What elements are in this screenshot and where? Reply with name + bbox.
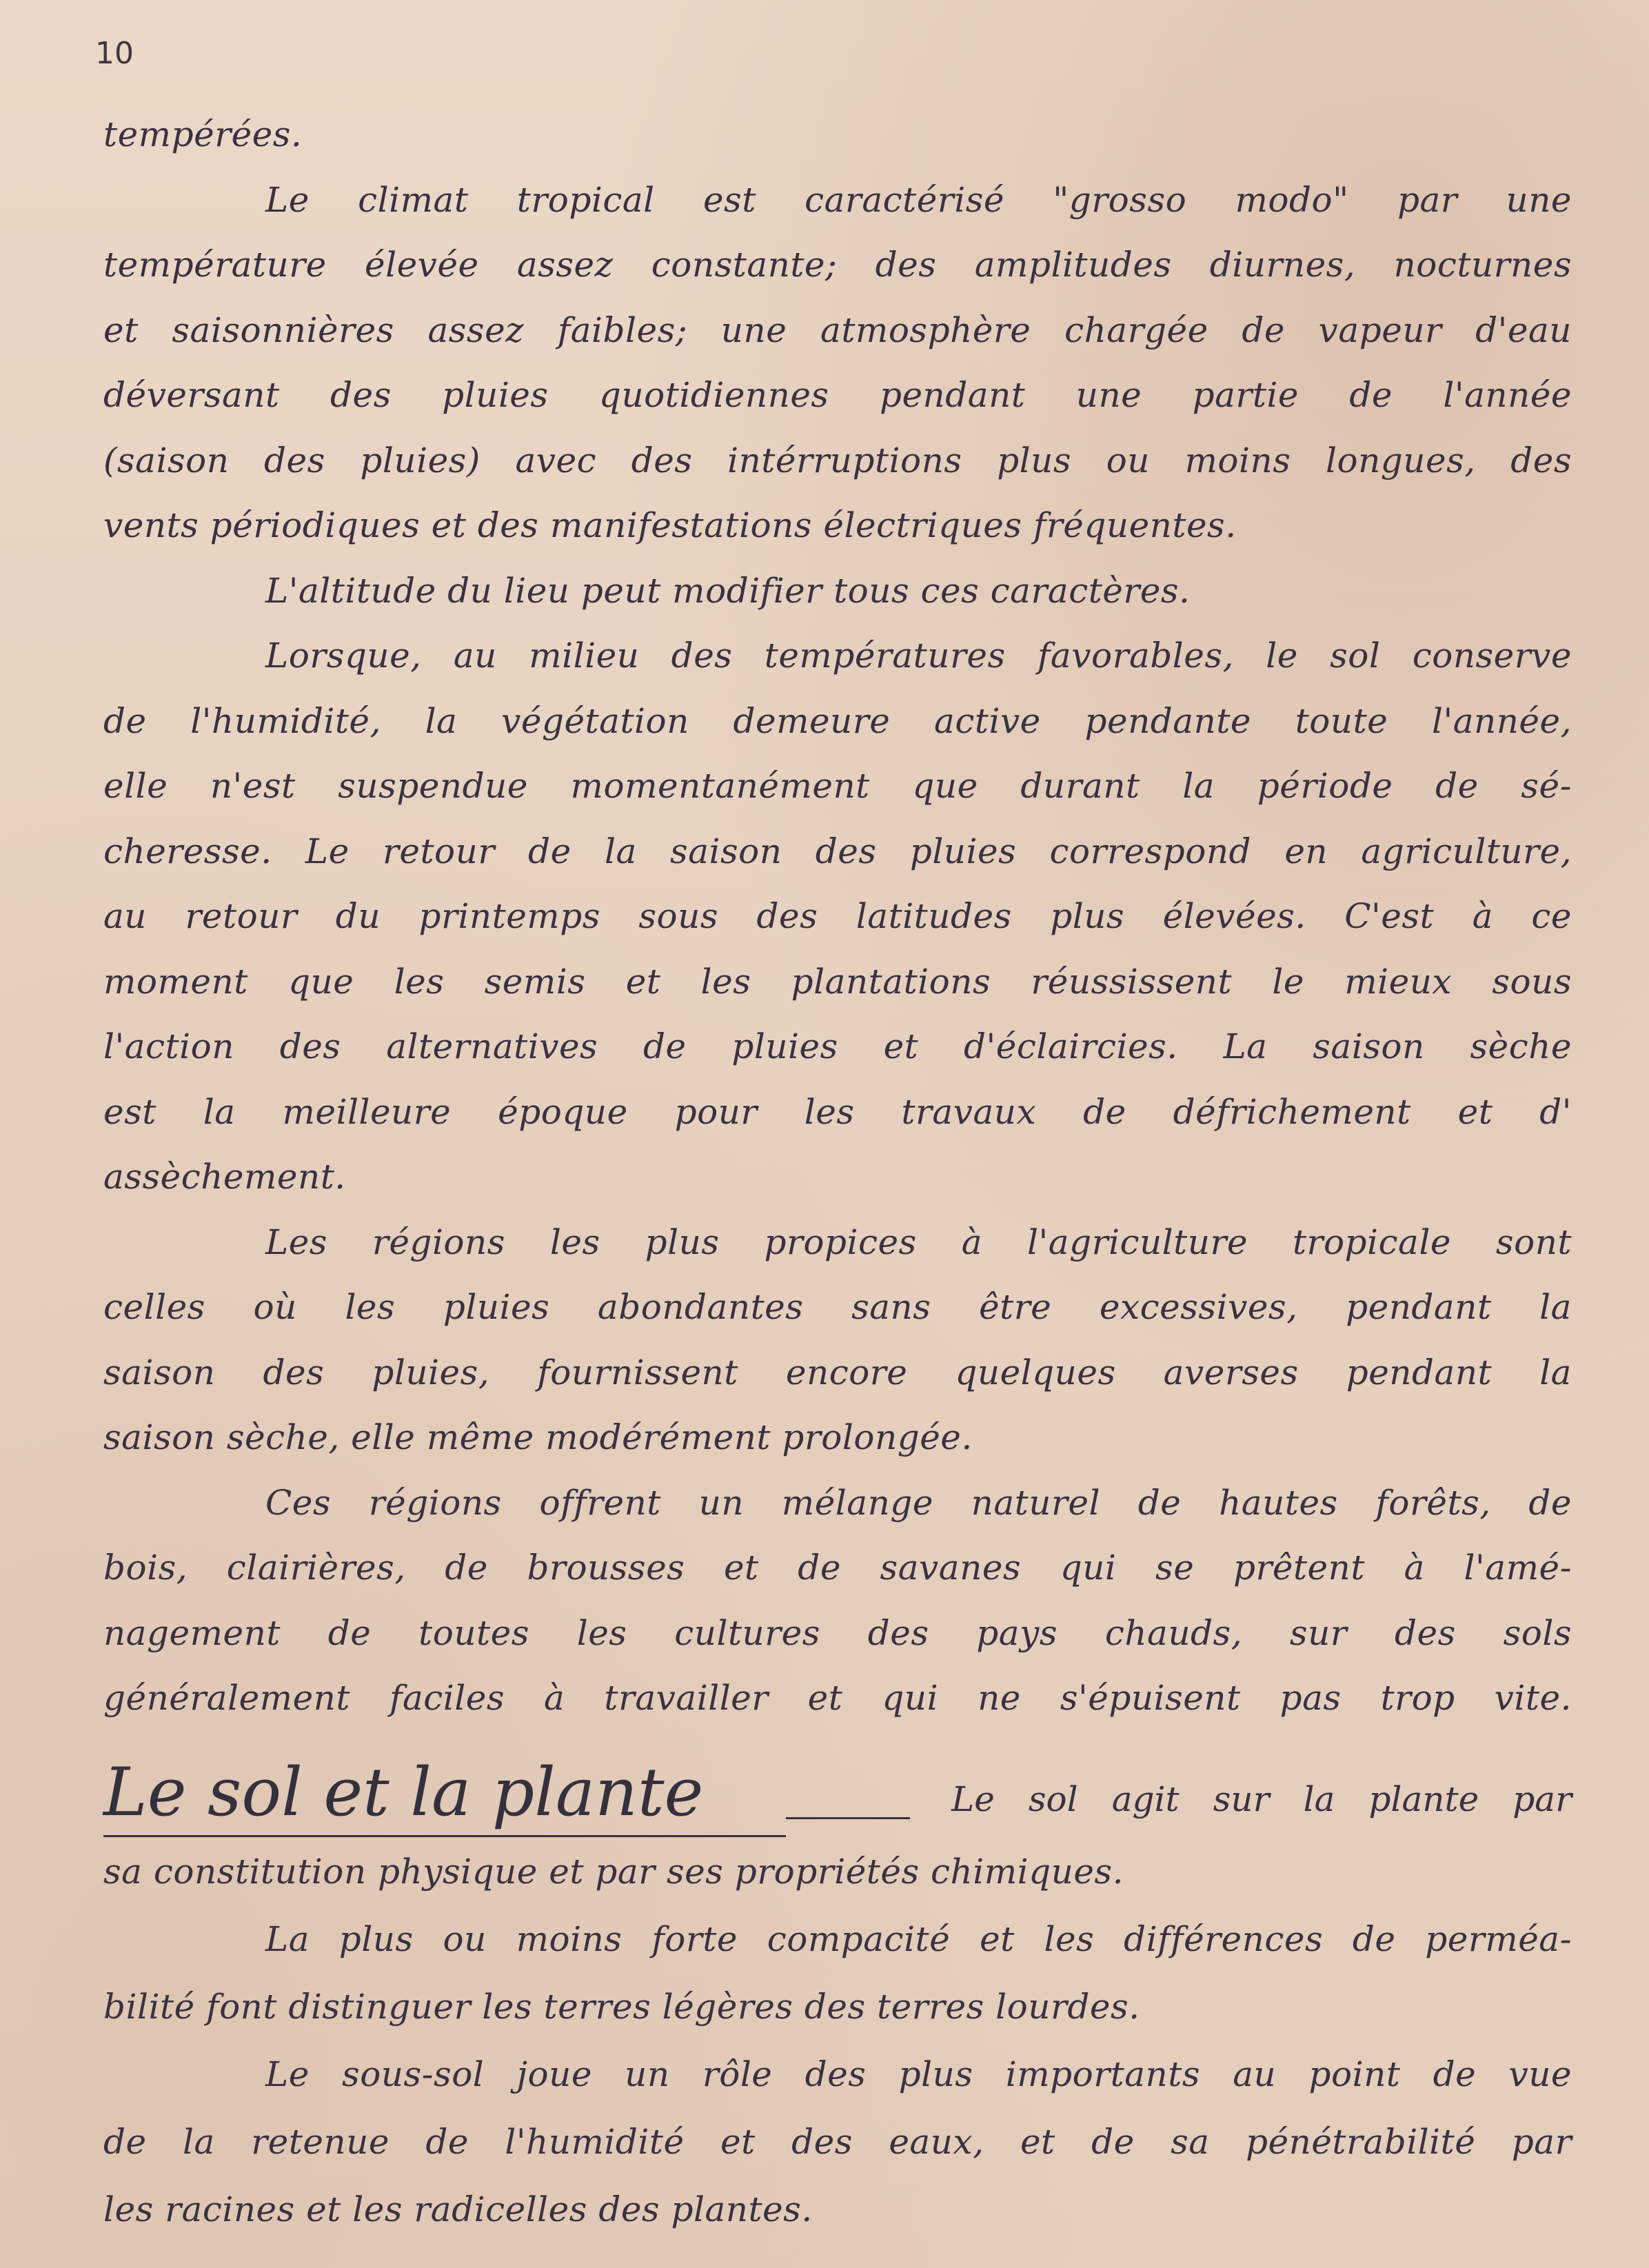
text-line: (saison des pluies) avec des intérruptions plus ou moins longues, des (103, 440, 1572, 480)
text-line: nagement de toutes les cultures des pays chauds, sur des sols (103, 1612, 1572, 1653)
text-line: de la retenue de l'humidité et des eaux, et de sa pénétrabilité par (103, 2122, 1572, 2162)
heading-tail-text: Le sol agit sur la plante par (951, 1779, 1572, 1819)
text-line: les racines et les radicelles des plantes. (103, 2189, 813, 2229)
text-line: déversant des pluies quotidiennes pendant une partie de l'année (103, 375, 1572, 415)
text-line: saison sèche, elle même modérément prolongée. (103, 1417, 973, 1457)
text-line: Le sous-sol joue un rôle des plus importants au point de vue (265, 2054, 1572, 2094)
text-line: bilité font distinguer les terres légères des terres lourdes. (103, 1987, 1140, 2027)
text-line: température élevée assez constante; des amplitudes diurnes, nocturnes (103, 245, 1572, 285)
text-line: celles où les pluies abondantes sans être excessives, pendant la (103, 1287, 1572, 1327)
text-line: est la meilleure époque pour les travaux de défrichement et d' (103, 1091, 1572, 1132)
text-line: vents périodiques et des manifestations électriques fréquentes. (103, 505, 1237, 545)
text-line: saison des pluies, fournissent encore quelques averses pendant la (103, 1352, 1572, 1393)
text-line: tempérées. (103, 114, 303, 154)
text-line: Lorsque, au milieu des températures favorables, le sol conserve (265, 636, 1572, 676)
text-line: La plus ou moins forte compacité et les différences de perméa- (265, 1919, 1572, 1959)
text-line: moment que les semis et les plantations réussissent le mieux sous (103, 961, 1572, 1002)
text-line: Le climat tropical est caractérisé "grosso modo" par une (265, 179, 1572, 220)
heading-underline (103, 1835, 786, 1837)
text-line: généralement faciles à travailler et qui ne s'épuisent pas trop vite. (103, 1678, 1572, 1718)
text-line: et saisonnières assez faibles; une atmosphère chargée de vapeur d'eau (103, 310, 1572, 350)
page-number: 10 (95, 36, 134, 71)
text-line: L'altitude du lieu peut modifier tous ces caractères. (265, 570, 1191, 611)
text-line: au retour du printemps sous des latitudes plus élevées. C'est à ce (103, 896, 1572, 936)
text-line: l'action des alternatives de pluies et d'éclaircies. La saison sèche (103, 1026, 1572, 1066)
text-line: assèchement. (103, 1157, 346, 1197)
text-line: bois, clairières, de brousses et de savanes qui se prêtent à l'amé- (103, 1548, 1572, 1588)
text-line: de l'humidité, la végétation demeure active pendante toute l'année, (103, 700, 1572, 741)
text-line: elle n'est suspendue momentanément que durant la période de sé- (103, 766, 1572, 806)
section-heading: Le sol et la plante (103, 1754, 704, 1831)
heading-dash (786, 1817, 910, 1819)
text-line: Les régions les plus propices à l'agriculture tropicale sont (265, 1222, 1572, 1262)
text-line: sa constitution physique et par ses propriétés chimiques. (103, 1852, 1124, 1892)
text-line: cheresse. Le retour de la saison des pluies correspond en agriculture, (103, 831, 1572, 871)
text-line: Ces régions offrent un mélange naturel de hautes forêts, de (265, 1482, 1572, 1523)
